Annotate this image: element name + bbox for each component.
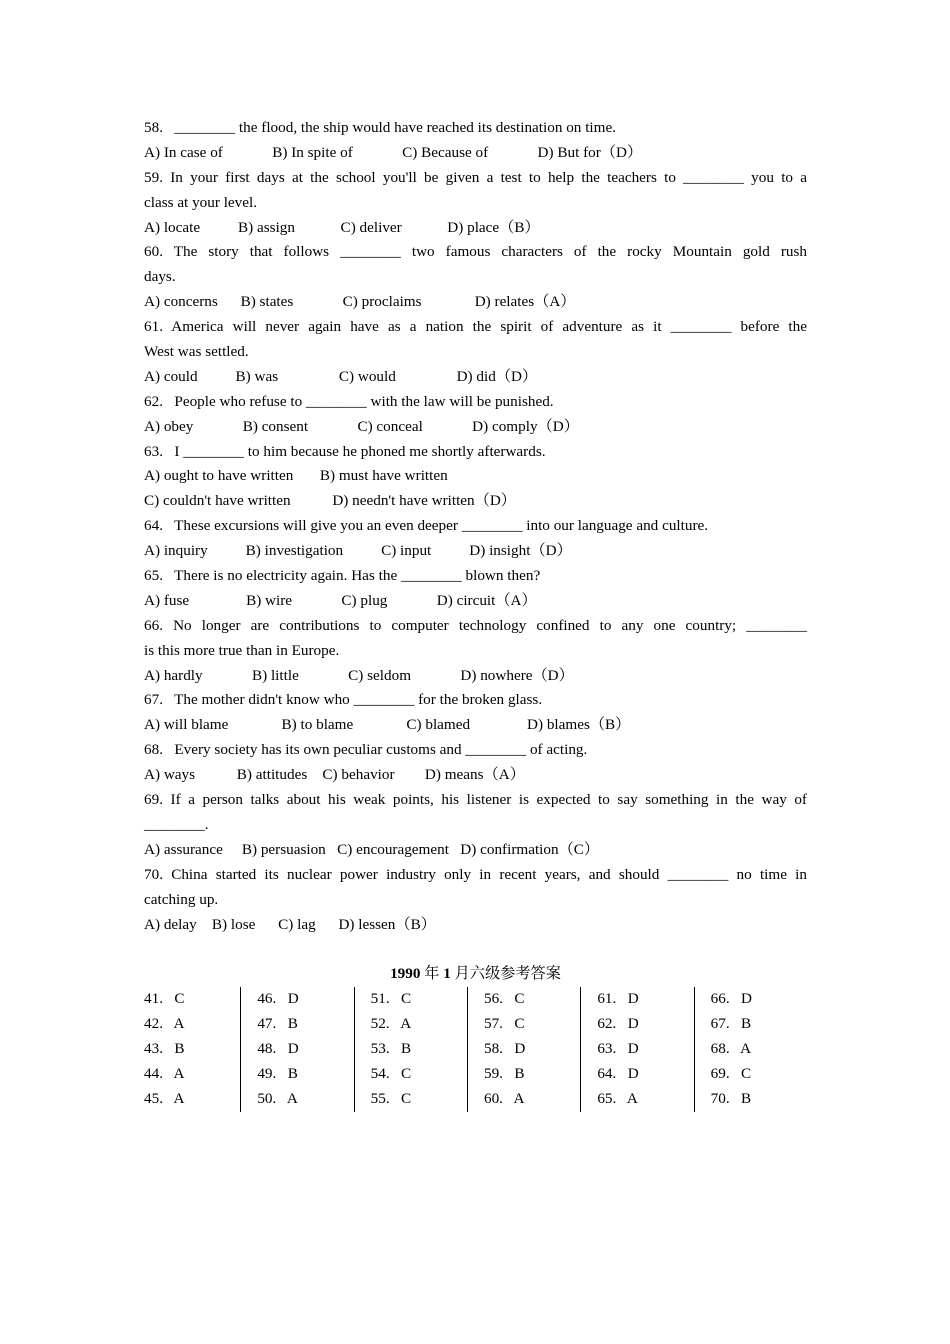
question-options: C) couldn't have written D) needn't have written（D）	[144, 492, 516, 510]
question-options: A) ways B) attitudes C) behavior D) means（A）	[144, 766, 525, 784]
question-options: A) inquiry B) investigation C) input D) insight（D）	[144, 542, 572, 560]
answer-cell: 54. C	[370, 1064, 412, 1082]
answer-cell: 61. D	[597, 990, 639, 1008]
title-month: 1	[443, 965, 451, 983]
answer-column	[354, 987, 467, 1111]
question-text: 64. These excursions will give you an even deeper ________ into our language and culture.	[144, 517, 709, 535]
question-options: A) obey B) consent C) conceal D) comply（D）	[144, 417, 579, 435]
question-text: 61. America will never again have as a nation the spirit of adventure as it ________ before the	[144, 318, 807, 336]
question-options: A) locate B) assign C) deliver D) place（B）	[144, 218, 540, 236]
question-text: ________.	[144, 815, 209, 833]
answer-cell: 62. D	[597, 1015, 639, 1033]
question-options: A) fuse B) wire C) plug D) circuit（A）	[144, 591, 537, 609]
spacer	[144, 937, 807, 962]
question-text: West was settled.	[144, 343, 249, 361]
answer-cell: 55. C	[370, 1089, 412, 1107]
answer-column	[240, 987, 353, 1111]
question-text: 66. No longer are contributions to computer technology confined to any one country; ________	[144, 616, 807, 634]
answer-cell: 50. A	[257, 1089, 298, 1107]
question-text: 58. ________ the flood, the ship would have reached its destination on time.	[144, 119, 616, 136]
question-options: A) hardly B) little C) seldom D) nowhere（D）	[144, 666, 574, 684]
question-text: 70. China started its nuclear power industry only in recent years, and should ________ no time in	[144, 865, 807, 883]
question-text: days.	[144, 268, 176, 286]
answer-cell: 67. B	[710, 1015, 752, 1033]
question-list	[144, 116, 807, 937]
question-text: 63. I ________ to him because he phoned me shortly afterwards.	[144, 442, 546, 460]
question-options: A) will blame B) to blame C) blamed D) blames（B）	[144, 716, 631, 734]
answer-cell: 57. C	[483, 1015, 525, 1033]
answer-cell: 44. A	[144, 1064, 185, 1082]
question-options: A) In case of B) In spite of C) Because of D) But for（D）	[144, 143, 643, 161]
answer-cell: 68. A	[710, 1039, 752, 1057]
answer-cell: 58. D	[483, 1039, 526, 1057]
question-text: 59. In your first days at the school you'll be given a test to help the teachers to ________ you to a	[144, 168, 807, 186]
answer-cell: 69. C	[710, 1064, 752, 1082]
title-rest: 月六级参考答案	[450, 965, 561, 983]
question-text: class at your level.	[144, 193, 258, 211]
question-text: 69. If a person talks about his weak points, his listener is expected to say something in the way of	[144, 791, 807, 809]
answer-cell: 65. A	[597, 1089, 638, 1107]
answer-cell: 42. A	[144, 1015, 185, 1033]
question-text: 67. The mother didn't know who ________ for the broken glass.	[144, 691, 543, 709]
question-options: A) concerns B) states C) proclaims D) relates（A）	[144, 293, 576, 311]
answer-cell: 63. D	[597, 1039, 639, 1057]
answer-cell: 43. B	[144, 1039, 185, 1057]
question-options: A) delay B) lose C) lag D) lessen（B）	[144, 915, 436, 933]
question-options: A) assurance B) persuasion C) encouragement D) confirmation（C）	[144, 840, 600, 858]
answer-cell: 60. A	[483, 1089, 525, 1107]
question-text: 65. There is no electricity again. Has the ________ blown then?	[144, 567, 541, 585]
answer-key-grid	[144, 987, 807, 1111]
answer-cell: 47. B	[257, 1015, 298, 1033]
question-text: 68. Every society has its own peculiar customs and ________ of acting.	[144, 741, 588, 759]
question-options: A) could B) was C) would D) did（D）	[144, 367, 538, 385]
answer-cell: 56. C	[483, 990, 525, 1008]
question-text: catching up.	[144, 890, 219, 908]
question-text: 62. People who refuse to ________ with the law will be punished.	[144, 392, 554, 410]
answer-cell: 66. D	[710, 990, 752, 1008]
answer-cell: 41. C	[144, 990, 185, 1008]
question-text: is this more true than in Europe.	[144, 641, 340, 659]
answer-cell: 49. B	[257, 1064, 298, 1082]
answer-cell: 52. A	[370, 1015, 412, 1033]
answer-cell: 46. D	[257, 990, 299, 1008]
answer-cell: 64. D	[597, 1064, 639, 1082]
question-text: 60. The story that follows ________ two famous characters of the rocky Mountain gold rush	[144, 243, 807, 261]
answer-cell: 53. B	[370, 1039, 412, 1057]
answer-cell: 70. B	[710, 1089, 752, 1107]
answer-column	[694, 987, 807, 1111]
answer-cell: 51. C	[370, 990, 412, 1008]
title-year-char: 年	[420, 965, 444, 983]
answer-cell: 45. A	[144, 1089, 185, 1107]
answer-column	[467, 987, 580, 1111]
question-options: A) ought to have written B) must have written	[144, 467, 448, 485]
answer-key-title	[144, 962, 807, 987]
answer-column	[144, 987, 240, 1111]
title-year: 1990	[390, 965, 421, 983]
answer-cell: 59. B	[483, 1064, 525, 1082]
document-page	[144, 116, 807, 1112]
answer-column	[580, 987, 693, 1111]
answer-cell: 48. D	[257, 1039, 299, 1057]
